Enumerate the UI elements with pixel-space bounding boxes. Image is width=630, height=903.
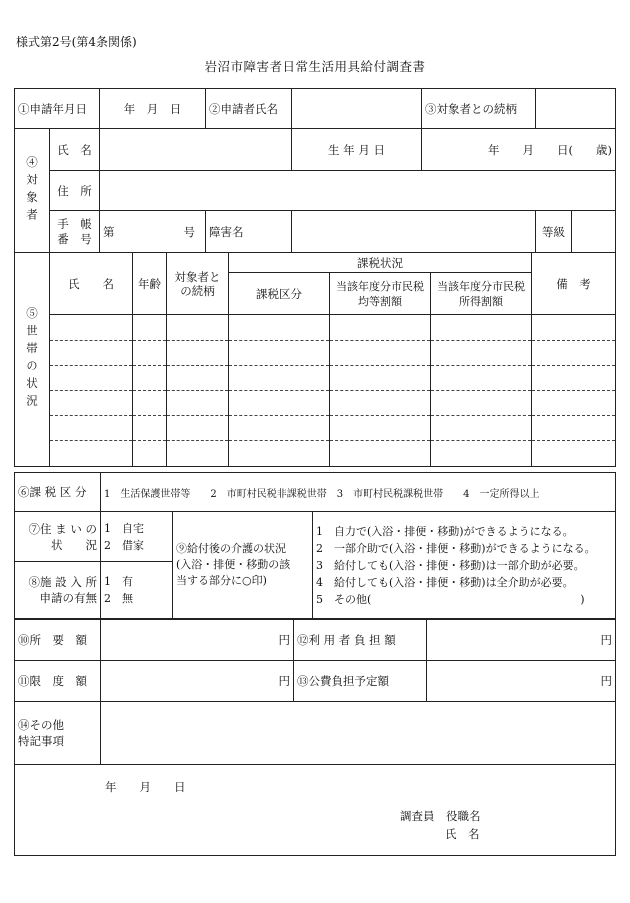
care-option-1[interactable]: 1 自力で(入浴・排便・移動)ができるようになる。: [316, 524, 574, 538]
grade-label: 等級: [536, 211, 572, 253]
investigator-title-label: 調査員 役職名: [400, 809, 481, 823]
subject-name-label: 氏 名: [50, 129, 100, 171]
other-notes-field[interactable]: [101, 702, 616, 765]
col-equal-rate-header: 当該年度分市民税均等割額: [330, 273, 431, 315]
user-burden-field[interactable]: 円: [427, 620, 616, 661]
subject-name-field[interactable]: [100, 129, 292, 171]
care-label: ⑨給付後の介護の状況 (入浴・排便・移動の該 当する部分に○印): [173, 512, 313, 619]
birth-label: 生 年 月 日: [292, 129, 422, 171]
care-option-4[interactable]: 4 給付しても(入浴・排便・移動)は全介助が必要。: [316, 575, 574, 589]
disability-label: 障害名: [206, 211, 292, 253]
tax-class-options[interactable]: 1 生活保護世帯等 2 市町村民税非課税世帯 3 市町村民税課税世帯 4 一定所得以上: [101, 473, 616, 512]
handbook-field[interactable]: 第 号: [100, 211, 206, 253]
table-row[interactable]: [15, 315, 616, 341]
subject-label: ④対象者: [15, 129, 50, 253]
status-table: [14, 472, 616, 619]
required-amount-field[interactable]: 円: [101, 620, 294, 661]
limit-amount-field[interactable]: 円: [101, 661, 294, 702]
housing-options[interactable]: [101, 512, 173, 562]
form-number: 様式第2号(第4条関係): [16, 35, 137, 49]
app-date-label: ①申請年月日: [15, 89, 100, 129]
tax-class-label: ⑥課 税 区 分: [15, 473, 101, 512]
col-age-header: 年齢: [133, 253, 167, 315]
other-notes-label: ⑭その他 特記事項: [15, 702, 101, 765]
facility-label: ⑧施 設 入 所 申請の有無: [15, 562, 101, 619]
public-burden-label: ⑬公費負担予定額: [294, 661, 427, 702]
disability-field[interactable]: [292, 211, 536, 253]
relation-label: ③対象者との続柄: [422, 89, 536, 129]
investigator-name-label: 氏 名: [445, 827, 480, 841]
col-tax-class-header: 課税区分: [229, 273, 330, 315]
required-amount-label: ⑩所 要 額: [15, 620, 101, 661]
applicant-name-field[interactable]: [292, 89, 422, 129]
address-label: 住 所: [50, 171, 100, 211]
table-row[interactable]: [15, 366, 616, 391]
user-burden-label: ⑫利 用 者 負 担 額: [294, 620, 427, 661]
col-name-header: 氏 名: [50, 253, 133, 315]
footer-date[interactable]: 年 月 日: [105, 780, 186, 794]
table-row[interactable]: [15, 391, 616, 416]
address-field[interactable]: [100, 171, 616, 211]
page-title: 岩沼市障害者日常生活用具給付調査書: [204, 59, 426, 74]
care-option-5[interactable]: 5 その他( ): [316, 592, 585, 606]
facility-option-yes[interactable]: 1 有: [104, 575, 133, 588]
birth-field[interactable]: 年 月 日( 歳): [422, 129, 616, 171]
col-income-rate-header: 当該年度分市民税所得割額: [431, 273, 532, 315]
handbook-label: 手 帳 番 号: [50, 211, 100, 253]
cost-table: [14, 619, 616, 856]
facility-option-no[interactable]: 2 無: [104, 592, 133, 605]
applicant-name-label: ②申請者氏名: [206, 89, 292, 129]
public-burden-field[interactable]: 円: [427, 661, 616, 702]
limit-amount-label: ⑪限 度 額: [15, 661, 101, 702]
care-options[interactable]: [313, 512, 616, 619]
housing-option-rent[interactable]: 2 借家: [104, 538, 144, 552]
household-table: [14, 252, 616, 467]
grade-field[interactable]: [572, 211, 616, 253]
housing-label: ⑦住 ま い の 状 況: [15, 512, 101, 562]
col-remarks-header: 備 考: [532, 253, 616, 315]
table-row[interactable]: [15, 441, 616, 467]
app-date-field[interactable]: 年 月 日: [100, 89, 206, 129]
care-option-3[interactable]: 3 給付しても(入浴・排便・移動)は一部介助が必要。: [316, 558, 585, 572]
household-label: ⑤世帯の状況: [15, 253, 50, 467]
table-row[interactable]: [15, 341, 616, 366]
housing-option-own[interactable]: 1 自宅: [104, 521, 144, 535]
col-relation-header: 対象者との続柄: [167, 253, 229, 315]
relation-field[interactable]: [536, 89, 616, 129]
care-option-2[interactable]: 2 一部介助で(入浴・排便・移動)ができるようになる。: [316, 541, 596, 555]
subject-table: [14, 88, 616, 253]
table-row[interactable]: [15, 416, 616, 441]
tax-status-header: 課税状況: [229, 253, 532, 273]
facility-options[interactable]: [101, 562, 173, 619]
